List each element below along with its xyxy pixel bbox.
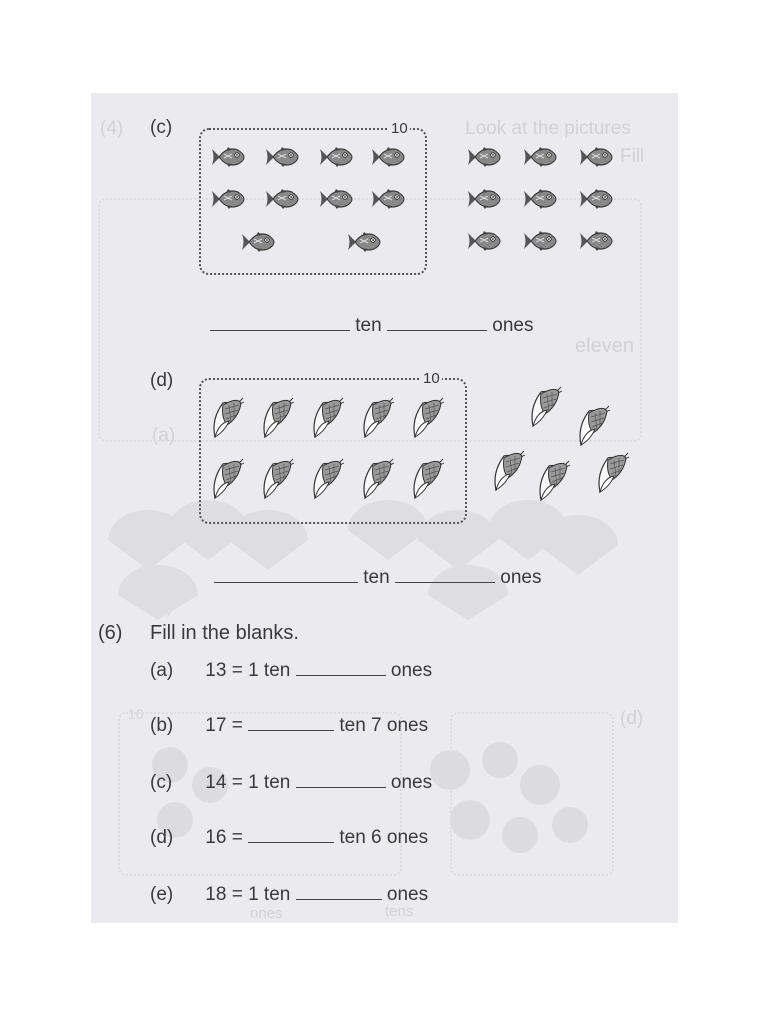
fish-icon bbox=[370, 146, 406, 170]
fish-icon bbox=[210, 146, 246, 170]
q6-item-label: (a) bbox=[150, 660, 174, 681]
q6-item-right: ten 6 ones bbox=[339, 827, 429, 848]
ghost-word-tens: tens bbox=[385, 903, 414, 920]
q6-item-left: 13 = 1 ten bbox=[205, 660, 291, 681]
ghost-flowers bbox=[420, 740, 600, 860]
q6-item-label: (c) bbox=[150, 772, 173, 793]
q6-item-blank[interactable] bbox=[248, 714, 334, 731]
corn-icon bbox=[359, 458, 397, 502]
corn-icon bbox=[209, 397, 247, 441]
part-d-ten-count: 10 bbox=[423, 370, 440, 387]
part-c-answer-line bbox=[210, 314, 533, 337]
q6-item-a bbox=[150, 659, 432, 682]
q6-item-right: ones bbox=[390, 772, 433, 793]
fish-icon bbox=[522, 188, 558, 212]
q6-item-label: (e) bbox=[150, 884, 174, 905]
corn-icon bbox=[309, 397, 347, 441]
ghost-q-number: (4) bbox=[100, 118, 124, 139]
q6-item-right: ones bbox=[390, 660, 433, 681]
q6-item-left: 16 = bbox=[205, 827, 243, 848]
part-d-label: (d) bbox=[150, 370, 174, 391]
corn-icon bbox=[409, 397, 447, 441]
fish-icon bbox=[578, 230, 614, 254]
ghost-word-ones: ones bbox=[250, 905, 283, 922]
q6-item-e bbox=[150, 883, 428, 906]
q6-item-left: 17 = bbox=[205, 715, 243, 736]
fish-icon bbox=[264, 188, 300, 212]
part-d-answer-line bbox=[214, 566, 541, 589]
part-c-ones-word: ones bbox=[492, 315, 534, 336]
corn-icon bbox=[535, 460, 573, 504]
ghost-word-eleven: eleven bbox=[575, 335, 634, 357]
fish-icon bbox=[346, 231, 382, 255]
corn-icon bbox=[359, 397, 397, 441]
corn-icon bbox=[259, 397, 297, 441]
corn-icon bbox=[575, 405, 613, 449]
q6-item-d bbox=[150, 826, 428, 849]
fish-icon bbox=[318, 146, 354, 170]
part-c-ones-blank[interactable] bbox=[387, 314, 487, 331]
q6-item-blank[interactable] bbox=[296, 883, 382, 900]
ghost-num10: 10 bbox=[128, 706, 144, 722]
q6-item-blank[interactable] bbox=[296, 771, 386, 788]
fish-icon bbox=[240, 231, 276, 255]
fish-icon bbox=[522, 146, 558, 170]
corn-icon bbox=[594, 452, 632, 496]
q6-item-b bbox=[150, 714, 428, 737]
part-d-tens-blank[interactable] bbox=[214, 566, 358, 583]
part-c-ten-word: ten bbox=[355, 315, 382, 336]
ghost-label-a: (a) bbox=[152, 425, 176, 446]
part-c-ten-count: 10 bbox=[391, 120, 408, 137]
q6-item-label: (b) bbox=[150, 715, 174, 736]
fish-icon bbox=[210, 188, 246, 212]
q6-instruction: Fill in the blanks. bbox=[150, 622, 299, 644]
corn-icon bbox=[490, 450, 528, 494]
ghost-line1: Look at the pictures bbox=[465, 118, 631, 139]
corn-icon bbox=[527, 386, 565, 430]
part-c-tens-blank[interactable] bbox=[210, 314, 350, 331]
fish-icon bbox=[264, 146, 300, 170]
corn-icon bbox=[259, 458, 297, 502]
q6-item-left: 18 = 1 ten bbox=[205, 884, 291, 905]
q6-item-left: 14 = 1 ten bbox=[205, 772, 291, 793]
q6-item-right: ones bbox=[386, 884, 429, 905]
q6-item-blank[interactable] bbox=[296, 659, 386, 676]
part-c-label: (c) bbox=[150, 117, 173, 138]
q6-item-right: ten 7 ones bbox=[339, 715, 429, 736]
corn-icon bbox=[409, 458, 447, 502]
fish-icon bbox=[370, 188, 406, 212]
fish-icon bbox=[466, 188, 502, 212]
fish-icon bbox=[466, 230, 502, 254]
fish-icon bbox=[578, 146, 614, 170]
fish-icon bbox=[318, 188, 354, 212]
q6-item-label: (d) bbox=[150, 827, 174, 848]
corn-icon bbox=[209, 458, 247, 502]
fish-icon bbox=[522, 230, 558, 254]
ghost-label-d: (d) bbox=[620, 708, 644, 729]
part-d-ones-word: ones bbox=[500, 567, 542, 588]
q6-number: (6) bbox=[98, 622, 123, 644]
part-d-ones-blank[interactable] bbox=[395, 566, 495, 583]
corn-icon bbox=[309, 458, 347, 502]
fish-icon bbox=[578, 188, 614, 212]
part-d-ten-word: ten bbox=[363, 567, 390, 588]
q6-item-c bbox=[150, 771, 432, 794]
q6-item-blank[interactable] bbox=[248, 826, 334, 843]
fish-icon bbox=[466, 146, 502, 170]
ghost-line2: Fill bbox=[620, 146, 645, 167]
